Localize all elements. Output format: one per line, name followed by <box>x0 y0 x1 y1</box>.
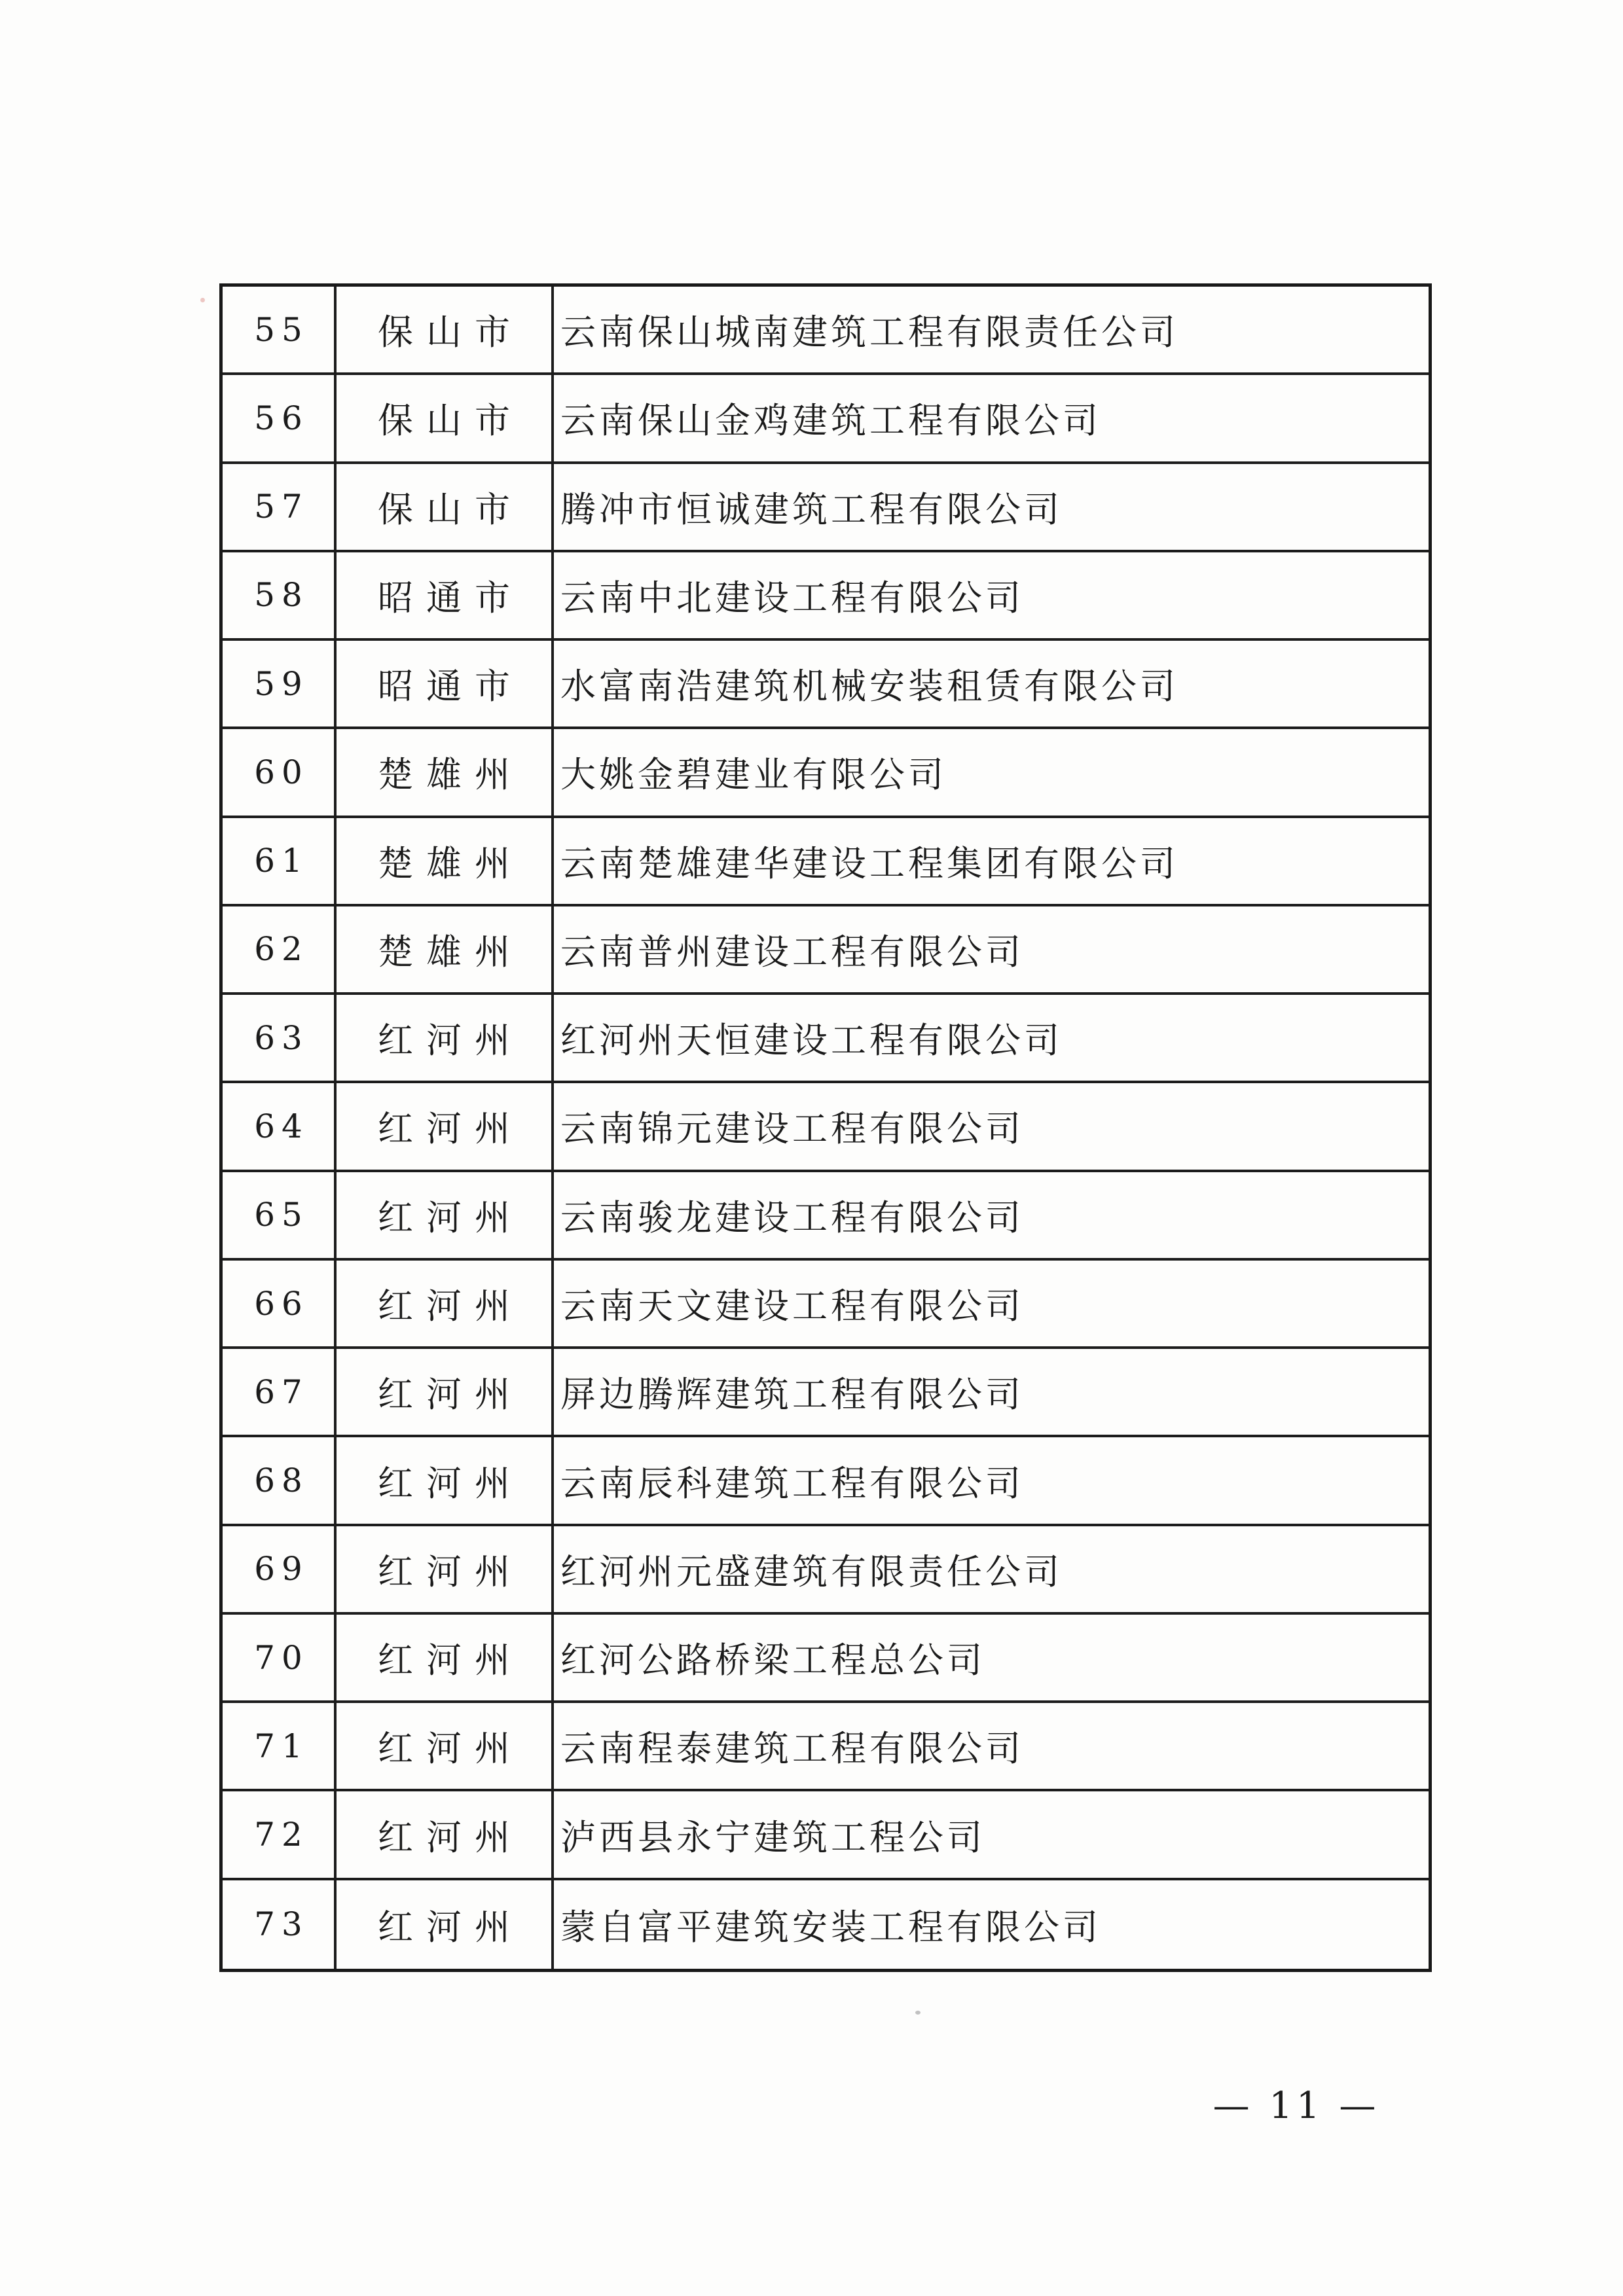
region-cell: 红河州 <box>337 1526 554 1615</box>
scan-speck <box>915 2011 921 2015</box>
row-number-cell: 64 <box>223 1083 337 1172</box>
region-cell: 红河州 <box>337 1083 554 1172</box>
row-number-cell: 70 <box>223 1615 337 1703</box>
company-name-cell: 大姚金碧建业有限公司 <box>554 729 1429 817</box>
row-number-cell: 69 <box>223 1526 337 1615</box>
company-name-cell: 云南楚雄建华建设工程集团有限公司 <box>554 818 1429 906</box>
company-name-cell: 蒙自富平建筑安装工程有限公司 <box>560 1906 1101 1948</box>
row-number-cell: 60 <box>223 729 337 817</box>
company-name-cell: 腾冲市恒诚建筑工程有限公司 <box>554 464 1429 552</box>
company-name-cell: 水富南浩建筑机械安装租赁有限公司 <box>554 641 1429 729</box>
region-cell: 红河州 <box>337 1349 554 1437</box>
company-table <box>219 283 1432 1972</box>
company-name-cell: 屏边腾辉建筑工程有限公司 <box>554 1349 1429 1437</box>
company-name-cell: 云南中北建设工程有限公司 <box>554 552 1429 641</box>
row-number-cell: 66 <box>223 1261 337 1349</box>
row-number-cell: 57 <box>223 464 337 552</box>
page-number: — 11 — <box>1213 2085 1380 2127</box>
region-cell: 红河州 <box>337 1791 554 1880</box>
company-name-cell: 云南锦元建设工程有限公司 <box>554 1083 1429 1172</box>
row-number-cell: 73 <box>223 1880 337 1969</box>
company-name-cell: 红河州天恒建设工程有限公司 <box>554 995 1429 1083</box>
row-number-cell: 62 <box>223 906 337 995</box>
region-cell: 红河州 <box>337 1261 554 1349</box>
region-cell: 保山市 <box>337 287 554 375</box>
region-cell: 昭通市 <box>337 641 554 729</box>
region-cell: 保山市 <box>337 464 554 552</box>
row-number-cell: 67 <box>223 1349 337 1437</box>
region-cell: 昭通市 <box>337 552 554 641</box>
company-name-cell: 云南保山金鸡建筑工程有限公司 <box>554 375 1429 463</box>
company-name-cell: 红河州元盛建筑有限责任公司 <box>554 1526 1429 1615</box>
region-cell: 红河州 <box>337 1615 554 1703</box>
company-name-cell: 云南保山城南建筑工程有限责任公司 <box>554 287 1429 375</box>
company-name-cell: 云南辰科建筑工程有限公司 <box>554 1437 1429 1526</box>
company-name-cell: 云南骏龙建设工程有限公司 <box>554 1172 1429 1261</box>
row-number-cell: 63 <box>223 995 337 1083</box>
region-cell: 楚雄州 <box>337 729 554 817</box>
row-number-cell: 61 <box>223 818 337 906</box>
row-number-cell: 68 <box>223 1437 337 1526</box>
region-cell: 红河州 <box>337 1437 554 1526</box>
row-number-cell: 58 <box>223 552 337 641</box>
company-name-cell: 云南程泰建筑工程有限公司 <box>554 1703 1429 1791</box>
row-number-cell: 71 <box>223 1703 337 1791</box>
region-cell: 楚雄州 <box>337 818 554 906</box>
row-number-cell: 56 <box>223 375 337 463</box>
region-cell: 红河州 <box>337 1703 554 1791</box>
scan-speck <box>200 298 205 302</box>
company-name-cell: 云南天文建设工程有限公司 <box>554 1261 1429 1349</box>
row-number-cell: 55 <box>223 287 337 375</box>
region-cell: 红河州 <box>337 995 554 1083</box>
row-number-cell: 65 <box>223 1172 337 1261</box>
region-cell: 保山市 <box>337 375 554 463</box>
company-name-cell: 泸西县永宁建筑工程公司 <box>554 1791 1429 1880</box>
region-cell: 楚雄州 <box>337 906 554 995</box>
company-name-cell: 红河公路桥梁工程总公司 <box>554 1615 1429 1703</box>
region-cell: 红河州 <box>337 1172 554 1261</box>
company-name-cell: 云南普州建设工程有限公司 <box>554 906 1429 995</box>
row-number-cell: 72 <box>223 1791 337 1880</box>
region-cell: 红河州 <box>337 1880 554 1969</box>
row-number-cell: 59 <box>223 641 337 729</box>
